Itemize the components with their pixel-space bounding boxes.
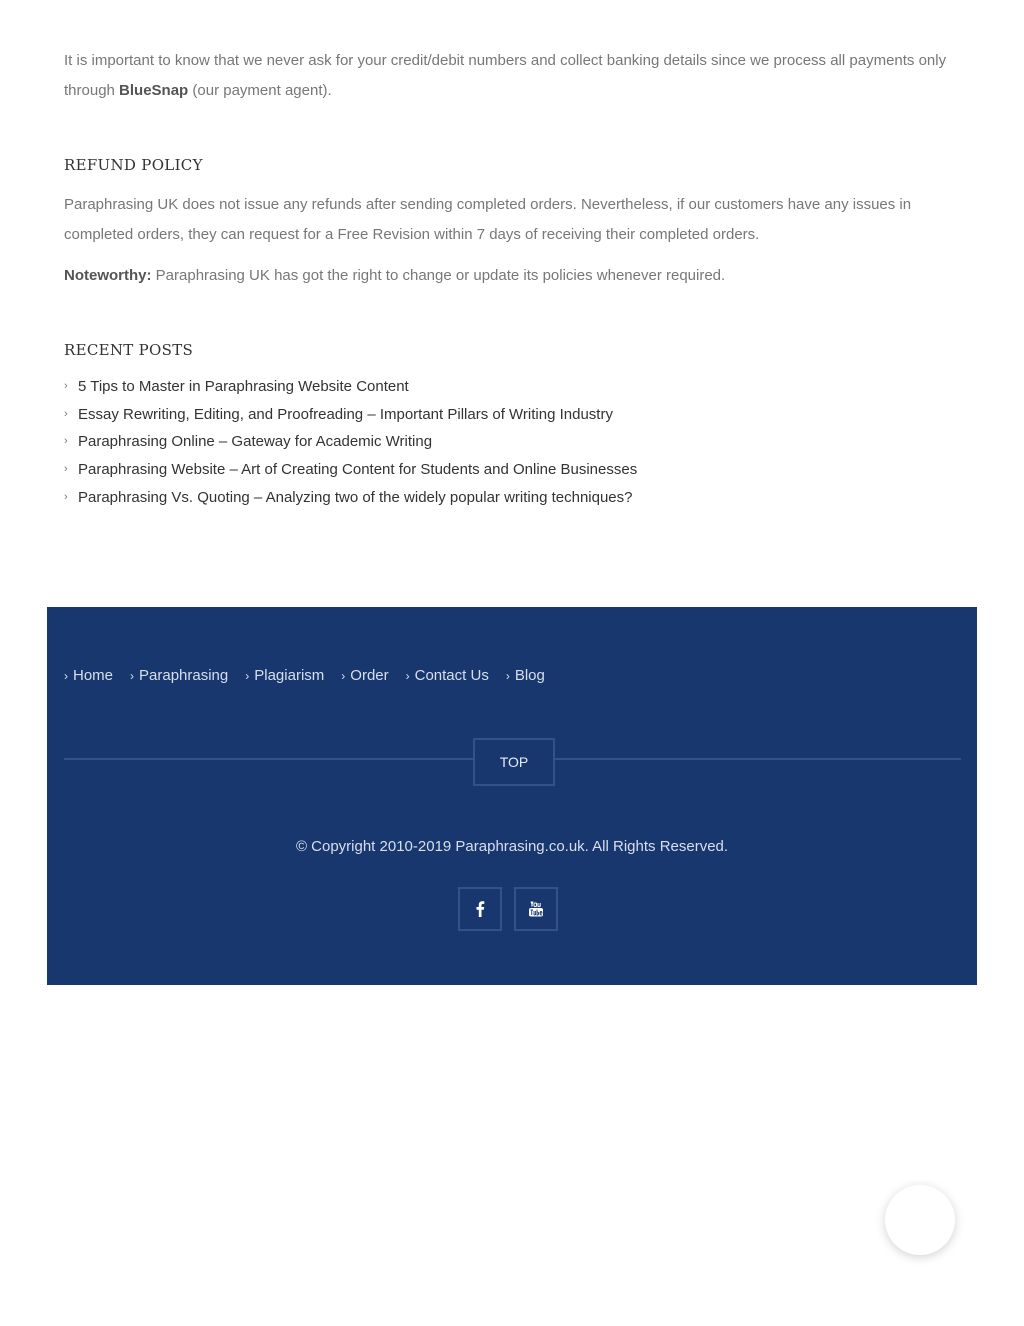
payment-agent: BlueSnap (119, 82, 189, 99)
recent-post-item[interactable] (64, 401, 964, 429)
footer-nav-label[interactable]: Home (73, 667, 114, 684)
chevron-right-icon: › (130, 668, 135, 683)
social-links (458, 887, 570, 931)
footer-nav-label[interactable]: Paraphrasing (139, 667, 229, 684)
chevron-right-icon: › (64, 435, 68, 448)
recent-post-item[interactable] (64, 456, 964, 484)
chevron-right-icon: › (64, 668, 68, 683)
site-footer (47, 607, 977, 985)
chevron-right-icon: › (64, 490, 68, 503)
youtube-icon (528, 901, 544, 917)
recent-post-link[interactable]: Paraphrasing Vs. Quoting – Analyzing two of the widely popular writing techniques? (78, 488, 633, 506)
recent-post-link[interactable]: Essay Rewriting, Editing, and Proofreading – Important Pillars of Writing Industry (78, 405, 613, 423)
chevron-right-icon: › (64, 463, 68, 476)
noteworthy-text: Paraphrasing UK has got the right to change or update its policies whenever required. (151, 267, 726, 284)
youtube-button[interactable] (514, 887, 558, 931)
footer-nav-paraphrasing[interactable] (130, 667, 228, 684)
chevron-right-icon: › (64, 407, 68, 420)
chevron-right-icon: › (341, 668, 346, 683)
facebook-button[interactable] (458, 887, 502, 931)
footer-nav-contact-us[interactable] (406, 667, 489, 684)
chevron-right-icon: › (245, 668, 250, 683)
footer-nav (64, 667, 562, 684)
recent-posts-heading: RECENT POSTS (64, 341, 194, 359)
recent-post-link[interactable]: Paraphrasing Online – Gateway for Academic Writing (78, 433, 433, 451)
recent-post-item[interactable] (64, 373, 964, 401)
payment-text-before: It is important to know that we never ask for your credit/debit numbers and collect banking details since we process all payments only through (64, 52, 947, 99)
footer-nav-home[interactable] (64, 667, 113, 684)
recent-post-link[interactable]: Paraphrasing Website – Art of Creating Content for Students and Online Businesses (78, 461, 638, 479)
chevron-right-icon: › (505, 668, 510, 683)
chevron-right-icon: › (64, 380, 68, 392)
copyright-text: © Copyright 2010-2019 Paraphrasing.co.uk. All Rights Reserved. (295, 838, 729, 855)
refund-policy-heading: REFUND POLICY (64, 156, 203, 174)
recent-post-item[interactable] (64, 484, 964, 512)
noteworthy-label: Noteworthy: (64, 267, 152, 284)
footer-nav-label[interactable]: Blog (514, 667, 545, 684)
chevron-right-icon: › (405, 668, 410, 683)
back-to-top-button[interactable]: TOP (473, 738, 555, 786)
footer-nav-label[interactable]: Contact Us (414, 667, 489, 684)
payment-paragraph (64, 46, 964, 106)
noteworthy-paragraph (64, 261, 964, 291)
footer-nav-blog[interactable] (506, 667, 545, 684)
recent-posts-list (64, 373, 964, 512)
refund-policy-text: Paraphrasing UK does not issue any refunds after sending completed orders. Nevertheless, if our customers have any issues in completed orders, they can request for a Free Revision within 7 days of receiving their completed orders. (64, 196, 912, 243)
main-content (64, 46, 964, 512)
payment-text-after: (our payment agent). (188, 82, 332, 99)
chat-widget-button[interactable] (885, 1185, 955, 1255)
footer-nav-label[interactable]: Plagiarism (254, 667, 325, 684)
footer-nav-label[interactable]: Order (350, 667, 389, 684)
footer-nav-plagiarism[interactable] (245, 667, 324, 684)
facebook-icon (475, 901, 485, 917)
recent-post-item[interactable] (64, 428, 964, 456)
recent-post-link[interactable]: 5 Tips to Master in Paraphrasing Website Content (78, 378, 409, 395)
footer-nav-order[interactable] (341, 667, 388, 684)
